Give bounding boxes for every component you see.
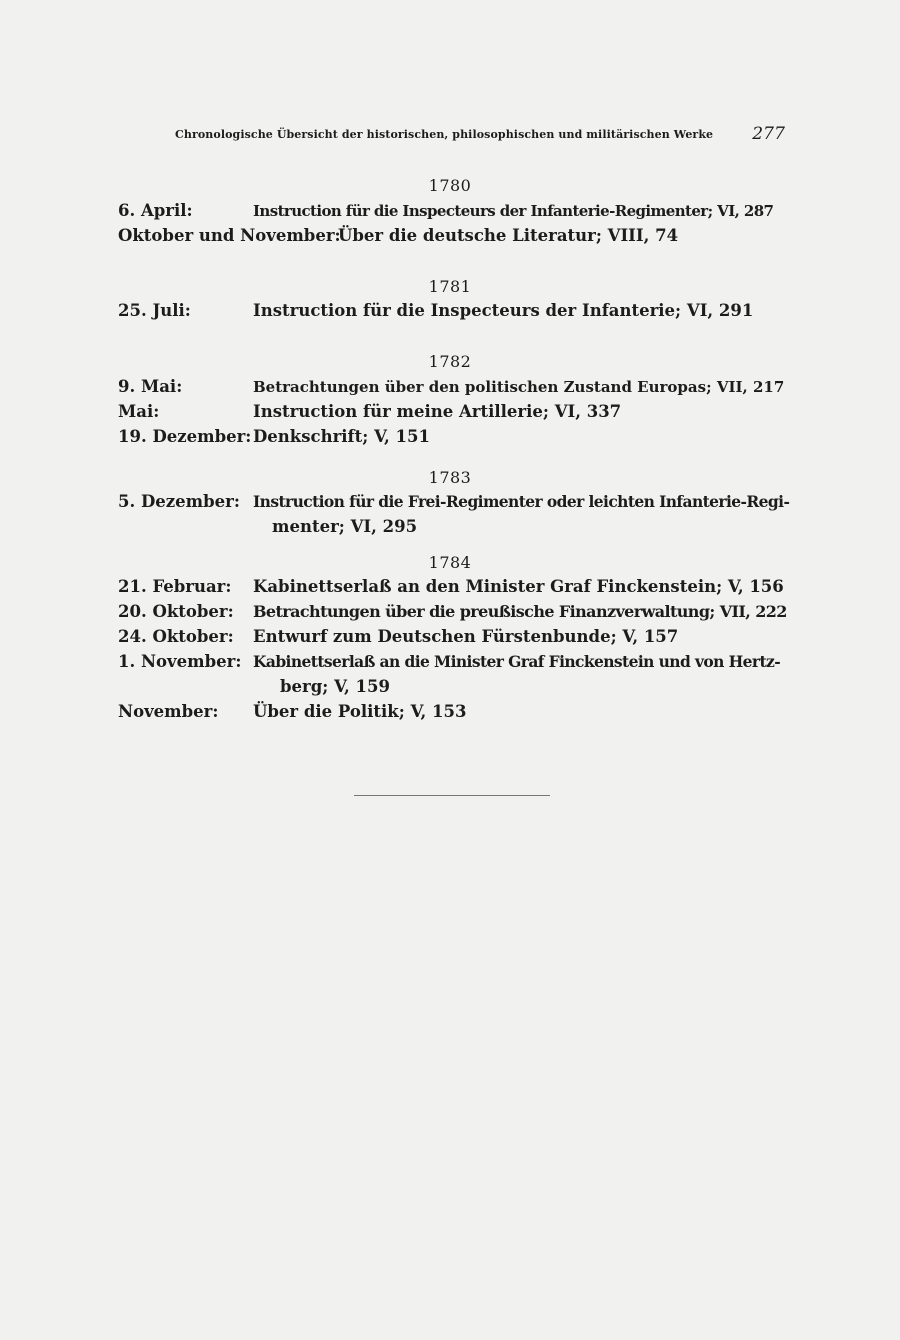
entry-text: Instruction für die Inspecteurs der Infanterie-Regimenter; VI, 287 bbox=[253, 202, 774, 220]
year-heading-1784: 1784 bbox=[428, 553, 472, 572]
list-item bbox=[118, 400, 790, 426]
list-item bbox=[118, 375, 790, 401]
list-item bbox=[118, 700, 790, 726]
entry-date: 6. April: bbox=[118, 201, 193, 220]
entry-date: 20. Oktober: bbox=[118, 602, 234, 621]
entry-date: Oktober und November: bbox=[118, 226, 341, 245]
entry-text: Instruction für die Inspecteurs der Infanterie; VI, 291 bbox=[253, 301, 754, 320]
entry-continuation: berg; V, 159 bbox=[280, 677, 390, 696]
entry-date: 21. Februar: bbox=[118, 577, 232, 596]
entry-date: 1. November: bbox=[118, 652, 242, 671]
list-item bbox=[118, 224, 790, 250]
entry-text: Über die Politik; V, 153 bbox=[253, 702, 467, 721]
entry-text: Instruction für meine Artillerie; VI, 337 bbox=[253, 402, 622, 421]
entry-text: Kabinettserlaß an die Minister Graf Finckenstein und von Hertz- bbox=[253, 652, 781, 671]
end-rule bbox=[354, 795, 550, 796]
entry-date: 5. Dezember: bbox=[118, 492, 240, 511]
list-item bbox=[118, 490, 790, 516]
list-item bbox=[118, 199, 790, 225]
entry-text: Entwurf zum Deutschen Fürstenbunde; V, 157 bbox=[253, 627, 679, 646]
header-title: Chronologische Übersicht der historischen, philosophischen und militärischen Werke bbox=[175, 128, 714, 141]
list-item bbox=[118, 650, 790, 676]
entry-date: November: bbox=[118, 702, 219, 721]
year-heading-1782: 1782 bbox=[428, 352, 472, 371]
year-heading-1780: 1780 bbox=[428, 176, 472, 195]
year-heading-1781: 1781 bbox=[428, 277, 472, 296]
entry-text: Instruction für die Frei-Regimenter oder leichten Infanterie-Regi- bbox=[253, 492, 790, 511]
entry-date: 9. Mai: bbox=[118, 377, 183, 396]
entry-text: Betrachtungen über den politischen Zustand Europas; VII, 217 bbox=[253, 378, 785, 396]
entry-text: Denkschrift; V, 151 bbox=[253, 427, 430, 446]
running-header bbox=[175, 124, 785, 148]
entry-text: Betrachtungen über die preußische Finanzverwaltung; VII, 222 bbox=[253, 602, 787, 621]
list-item bbox=[118, 299, 790, 325]
entry-continuation: menter; VI, 295 bbox=[272, 517, 418, 536]
page-number: 277 bbox=[752, 124, 785, 144]
entry-date: 19. Dezember: bbox=[118, 427, 252, 446]
list-item bbox=[118, 625, 790, 651]
entry-text: Über die deutsche Literatur; VIII, 74 bbox=[338, 226, 679, 245]
entry-text: Kabinettserlaß an den Minister Graf Finckenstein; V, 156 bbox=[253, 577, 784, 596]
entry-date: Mai: bbox=[118, 402, 160, 421]
entry-date: 24. Oktober: bbox=[118, 627, 234, 646]
list-item bbox=[118, 575, 790, 601]
year-heading-1783: 1783 bbox=[428, 468, 472, 487]
list-item bbox=[118, 600, 790, 626]
list-item bbox=[118, 425, 790, 451]
entry-date: 25. Juli: bbox=[118, 301, 191, 320]
